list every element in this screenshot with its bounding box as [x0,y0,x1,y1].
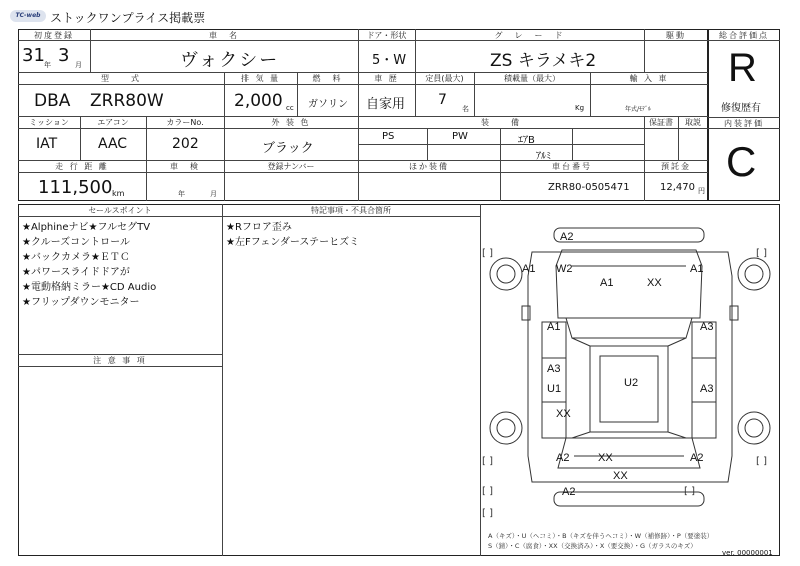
bracket-rear-left: [ ] [482,486,493,497]
reg-year: 31 [22,45,45,66]
bracket-left-top: [ ] [482,248,493,259]
capacity-label: 定員(最大) [425,74,464,83]
damage-mark: A2 [556,452,570,464]
damage-mark: A1 [547,321,561,333]
form-title: ストックワンプライス掲載票 [50,11,206,25]
bracket-right-top: [ ] [756,248,767,259]
price-label: 預託金 [661,162,691,171]
damage-mark: XX [598,452,613,464]
reg-year-unit: 年 [44,61,51,69]
damage-mark: A3 [700,321,714,333]
damage-mark: A1 [522,263,536,275]
damage-mark: XX [647,277,662,289]
damage-mark: U1 [547,383,562,395]
sales-point-3: ★バックカメラ★ＥＴＣ [22,252,130,263]
chassis-no-label: 車台番号 [552,162,592,171]
bracket-rear-right: [ ] [684,486,695,497]
aircon-value: AAC [98,136,128,152]
damage-mark: XX [613,470,628,482]
capacity-value: 7 [438,92,447,108]
mission-label: ミッション [29,118,69,127]
mileage-value: 111,500 [38,177,113,198]
damage-mark: A3 [700,383,714,395]
displacement-value: 2,000 [234,91,283,111]
sales-point-1: ★Alphineナビ★フルセグTV [22,222,151,233]
import-note: 年式/ﾓﾃﾞﾙ [625,106,652,113]
version-text: ver. 00000001 [722,549,773,557]
load-label: 積載量（最大） [504,74,560,83]
exterior-color-label: 外 装 色 [271,118,311,127]
damage-mark: A2 [560,231,574,243]
grade-value: ZS キラメキ2 [490,51,597,71]
insp-month-unit: 月 [210,190,217,198]
special-note-1: ★Rフロア歪み [226,222,292,233]
damage-mark: A2 [562,486,576,498]
displacement-label: 排 気 量 [240,74,281,83]
grade-label: グ レ ー ド [494,31,565,40]
reg-month-unit: 月 [75,61,82,69]
mileage-unit: km [112,189,125,198]
overall-rating-value: R [728,46,757,90]
model-value: ZRR80W [90,91,164,111]
history-value: 自家用 [366,97,406,112]
damage-mark: A2 [690,452,704,464]
damage-mark: A3 [547,363,561,375]
special-notes-label: 特記事項・不具合箇所 [311,206,391,215]
displacement-unit: cc [286,104,294,112]
tc-web-logo: TC-web [10,10,46,22]
damage-mark: XX [556,408,571,420]
price-unit: 円 [698,187,705,195]
overall-rating-label: 総合評価点 [719,31,769,40]
overall-rating-note: 修復歴有 [721,103,761,114]
reg-number-label: 登録ナンバー [267,162,315,171]
chassis-no-value: ZRR80-0505471 [548,182,630,193]
doors-shape-label: ドア・形状 [366,31,407,40]
inspection-label: 車 検 [170,162,200,171]
exterior-color-value: ブラック [262,141,314,156]
bracket-left-bottom: [ ] [482,456,493,467]
color-no-label: カラーNo. [166,118,204,127]
sales-point-5: ★電動格納ミラー★CD Audio [22,282,157,293]
equipment-label: 装 備 [481,118,521,127]
capacity-unit: 名 [462,105,469,113]
car-name-label: 車 名 [209,31,239,40]
model-prefix: DBA [34,91,71,111]
sales-points-label: セールスポイント [88,206,152,215]
fuel-value: ガソリン [308,99,348,110]
equip-airbag: ｴｱB [518,135,535,146]
history-label: 車 歴 [374,74,399,83]
sales-point-4: ★パワースライドドアが [22,267,130,278]
sales-point-6: ★フリップダウンモニター [22,297,140,308]
mileage-label: 走 行 距 離 [55,162,109,171]
load-unit: Kg [575,104,585,112]
drive-label: 駆動 [666,31,686,40]
special-note-2: ★左Fフェンダーステーヒズミ [226,237,360,248]
vehicle-info-table [18,29,708,201]
reg-month: 3 [58,45,70,66]
warranty-label: 保証書 [649,118,673,127]
car-name-value: ヴォクシー [180,50,280,71]
interior-rating-value: C [726,138,757,185]
equip-alumi: ｱﾙﾐ [536,151,551,162]
damage-mark: A1 [690,263,704,275]
bracket-right-bottom: [ ] [756,456,767,467]
insp-year-unit: 年 [178,190,185,198]
first-registration-label: 初度登録 [34,31,74,40]
price-value: 12,470 [660,182,695,193]
equip-ps: PS [382,131,395,142]
import-label: 輸 入 車 [629,74,669,83]
legend-line-1: A（キズ）・U（ヘコミ）・B（キズを伴うヘコミ）・W（補修跡）・P（要塗装） [488,532,714,540]
interior-rating-label: 内装評価 [724,119,764,128]
caution-label: 注 意 事 項 [93,356,147,365]
fuel-label: 燃 料 [312,74,343,83]
equip-pw: PW [452,131,468,142]
model-label: 型 式 [101,74,141,83]
color-no-value: 202 [172,136,199,152]
doors-shape-value: 5・W [372,53,407,68]
car-damage-diagram [482,206,778,526]
manual-label: 取説 [685,118,701,127]
damage-mark: A1 [600,277,614,289]
legend-line-2: S（錆）・C（腐食）・XX（交換済み）・X（要交換）・G（ガラスのキズ） [488,542,697,550]
mission-value: IAT [36,136,58,152]
sales-point-2: ★クルーズコントロール [22,237,130,248]
damage-mark: W2 [556,263,573,275]
bracket-bottom-left: [ ] [482,508,493,519]
damage-mark: U2 [624,377,639,389]
aircon-label: エアコン [97,118,129,127]
other-equipment-label: ほか装備 [409,162,449,171]
